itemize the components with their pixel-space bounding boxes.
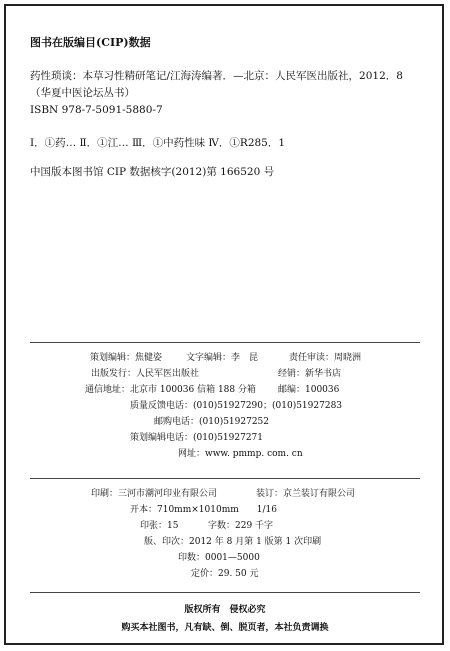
cip-classification: Ⅰ．①药… Ⅱ．①江… Ⅲ．①中药性味 Ⅳ．①R285．1 — [30, 137, 286, 149]
printer: 印刷：三河市潮河印业有限公司 — [91, 489, 218, 499]
copyright-notice: 版权所有 侵权必究 — [184, 605, 266, 615]
binder: 装订：京兰装订有限公司 — [256, 489, 356, 499]
printed-sheets: 印张：15 — [140, 521, 179, 531]
book-format: 开本：710mm×1010mm 1/16 — [130, 505, 277, 515]
word-count: 字数：229 千字 — [208, 521, 274, 531]
divider-middle — [30, 478, 420, 479]
cip-title-line: 药性琐谈：本草习性精研笔记/江海涛编著．—北京：人民军医出版社，2012．8 — [30, 70, 403, 82]
planning-editor: 策划编辑：焦健姿 — [90, 353, 163, 363]
text-editor: 文字编辑：李 昆 — [186, 353, 259, 363]
mail-order-phone: 邮购电话：(010)51927252 — [154, 417, 270, 427]
divider-bottom — [30, 592, 420, 593]
divider-top — [30, 342, 420, 343]
website: 网址：www. pmmp. com. cn — [178, 449, 303, 459]
replacement-notice: 购买本社图书，凡有缺、倒、脱页者，本社负责调换 — [121, 623, 329, 633]
price: 定价：29. 50 元 — [191, 569, 259, 579]
postcode: 邮编：100036 — [278, 385, 340, 395]
edition-and-printing: 版、印次：2012 年 8 月第 1 版第 1 次印刷 — [144, 537, 322, 547]
cip-series-line: （华夏中医论坛丛书） — [30, 87, 135, 99]
mailing-address: 通信地址：北京市 100036 信箱 188 分箱 — [85, 385, 256, 395]
cip-heading: 图书在版编目(CIP)数据 — [30, 36, 151, 49]
quality-feedback-phone: 质量反馈电话：(010)51927290；(010)51927283 — [130, 401, 343, 411]
cip-number: 中国版本图书馆 CIP 数据核字(2012)第 166520 号 — [30, 166, 275, 178]
responsible-reviewer: 责任审读：周晓洲 — [289, 353, 362, 363]
publisher: 出版发行：人民军医出版社 — [91, 369, 200, 379]
print-run: 印数：0001—5000 — [178, 553, 260, 563]
distributor: 经销：新华书店 — [278, 369, 342, 379]
cip-isbn: ISBN 978-7-5091-5880-7 — [30, 104, 163, 116]
planning-editor-phone: 策划编辑电话：(010)51927271 — [130, 433, 264, 443]
